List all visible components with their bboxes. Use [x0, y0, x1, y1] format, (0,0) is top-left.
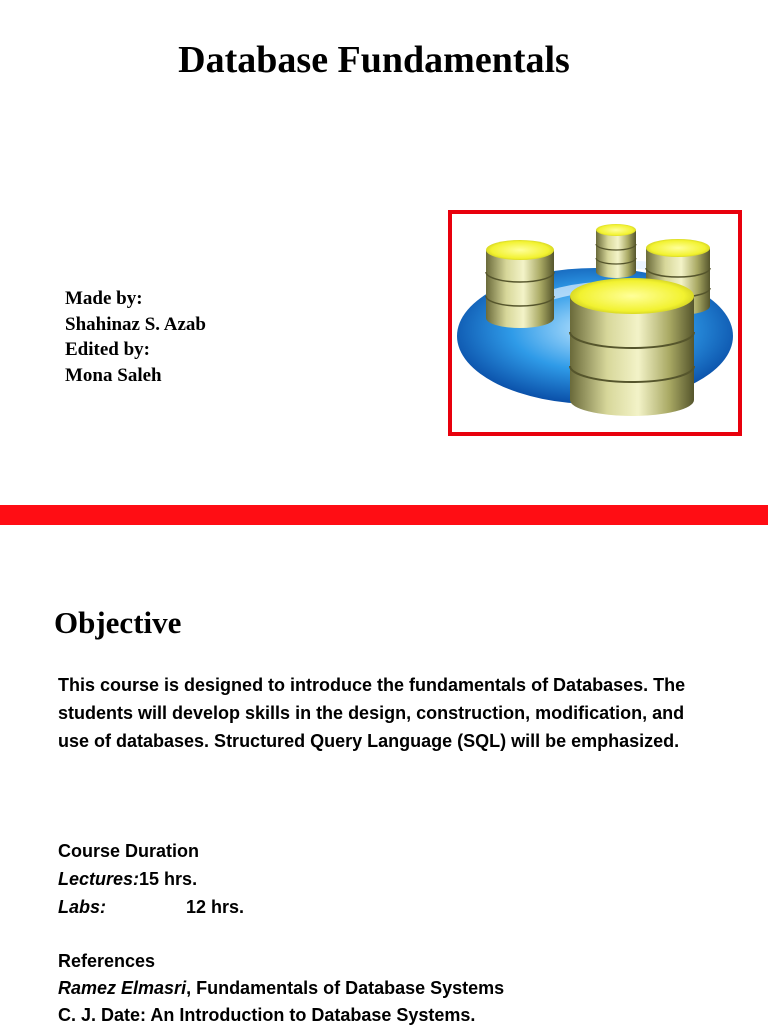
slide-title: Database Fundamentals: [178, 39, 570, 81]
made-by-name: Shahinaz S. Azab: [65, 313, 206, 335]
lectures-label: Lectures:: [58, 869, 140, 889]
credits-block: [65, 286, 206, 388]
cylinder-center: [596, 224, 636, 278]
cylinder-front: [570, 278, 694, 416]
title-slide: [0, 0, 768, 505]
course-duration-block: [58, 837, 244, 921]
cylinder-left: [486, 240, 554, 328]
reference-title: , Fundamentals of Database Systems: [186, 978, 505, 998]
reference-title: C. J. Date: An Introduction to Database Systems.: [58, 1005, 476, 1025]
lectures-row: [58, 865, 244, 893]
reference-item: [58, 975, 504, 1002]
database-image-frame: [448, 210, 742, 436]
duration-title: Course Duration: [58, 841, 200, 861]
labs-label: Labs:: [58, 897, 107, 917]
made-by-label: Made by:: [65, 288, 143, 309]
edited-by-name: Mona Saleh: [65, 364, 162, 386]
labs-row: [58, 893, 244, 921]
labs-value: 12 hrs.: [186, 897, 245, 917]
reference-item: [58, 1002, 504, 1029]
reference-author: Ramez Elmasri: [58, 978, 187, 998]
references-block: [58, 948, 504, 1029]
edited-by-label: Edited by:: [65, 339, 150, 360]
lectures-value: 15 hrs.: [139, 869, 198, 889]
slide-divider: [0, 505, 768, 525]
references-title: References: [58, 951, 156, 971]
database-cylinders-icon: [452, 214, 738, 432]
objective-slide: [0, 525, 768, 1024]
objective-heading: Objective: [54, 605, 182, 640]
objective-description: This course is designed to introduce the fundamentals of Databases. The students will develop skills in the design, construction, modification, and use of databases. Structured Query Language (SQL) will be emphasized.: [58, 675, 686, 751]
